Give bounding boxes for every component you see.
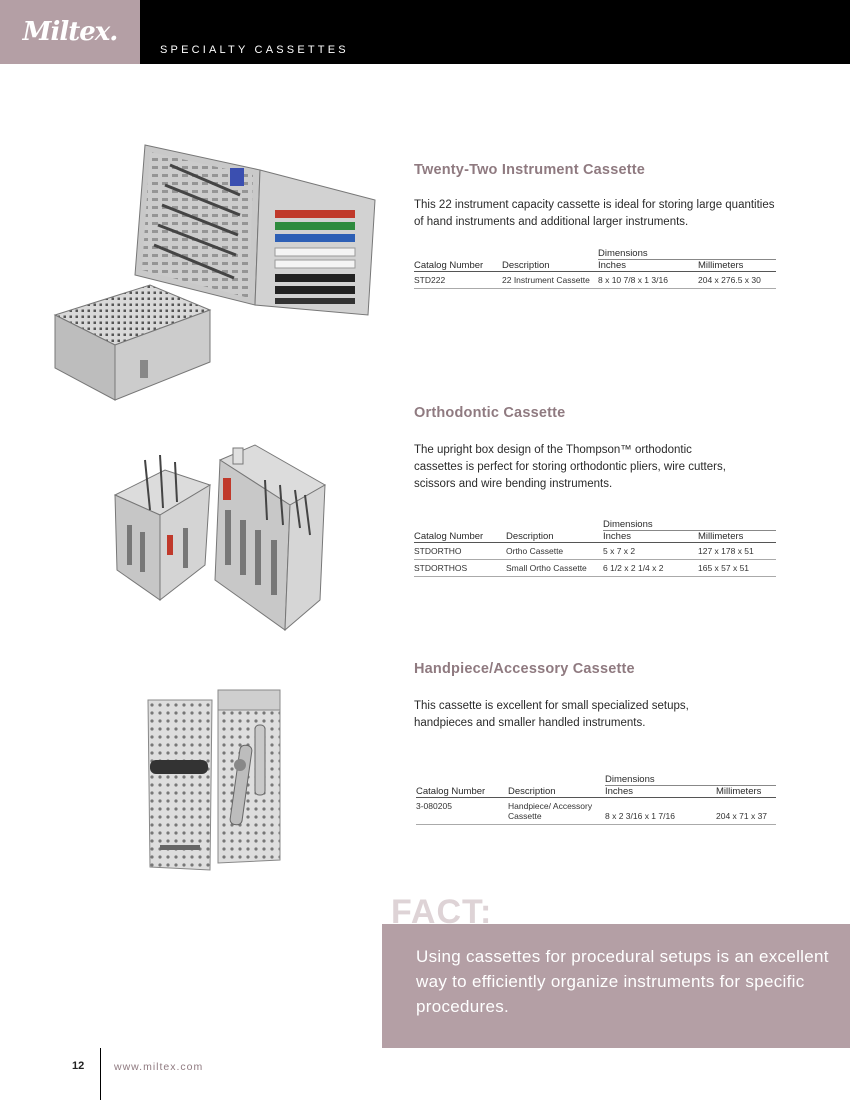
fact-heading: FACT: — [391, 893, 493, 931]
fact-text: Using cassettes for procedural setups is an excellent way to efficiently organize instruments for specific procedures. — [416, 947, 829, 1016]
col-catalog-number: Catalog Number — [416, 786, 508, 798]
dimensions-label: Dimensions — [605, 774, 776, 786]
dimensions-header-row — [414, 519, 776, 531]
table-row — [416, 798, 776, 825]
spec-table — [416, 774, 776, 825]
product-description: Ortho Cassette — [506, 543, 603, 560]
table-row — [414, 543, 776, 560]
mm-value: 204 x 276.5 x 30 — [698, 272, 776, 289]
col-description: Description — [502, 260, 598, 272]
product-description: 22 Instrument Cassette — [502, 272, 598, 289]
section-description: The upright box design of the Thompson™ orthodontic cassettes is perfect for storing orthodontic pliers, wire cutters, scissors and wire bending instruments. — [414, 444, 726, 490]
product-description: Handpiece/ Accessory Cassette — [508, 798, 605, 825]
catalog-number: STD222 — [414, 272, 502, 289]
section-description: This cassette is excellent for small specialized setups, handpieces and smaller handled instruments. — [414, 700, 689, 729]
footer-divider — [100, 1048, 101, 1100]
table-row — [414, 272, 776, 289]
orthodontic-cassette-photo — [105, 440, 335, 635]
col-millimeters: Millimeters — [698, 531, 776, 543]
col-inches: Inches — [598, 260, 698, 272]
logo-box — [0, 0, 140, 64]
handpiece-cassette-photo — [140, 685, 290, 875]
section-handpiece-cassette — [414, 661, 776, 825]
section-twenty-two-cassette — [414, 162, 776, 289]
column-header-row — [414, 531, 776, 543]
dimensions-label: Dimensions — [603, 519, 776, 531]
inches-value: 8 x 10 7/8 x 1 3/16 — [598, 272, 698, 289]
mm-value: 165 x 57 x 51 — [698, 560, 776, 577]
spec-table — [414, 248, 776, 289]
inches-value: 5 x 7 x 2 — [603, 543, 698, 560]
col-description: Description — [508, 786, 605, 798]
header-title: SPECIALTY CASSETTES — [160, 44, 349, 56]
mm-value: 204 x 71 x 37 — [716, 798, 776, 825]
column-header-row — [414, 260, 776, 272]
catalog-number: STDORTHO — [414, 543, 506, 560]
dimensions-header-row — [414, 248, 776, 260]
miltex-logo: Miltex. — [22, 17, 118, 47]
catalog-number: STDORTHOS — [414, 560, 506, 577]
col-millimeters: Millimeters — [716, 786, 776, 798]
col-inches: Inches — [605, 786, 716, 798]
inches-value: 6 1/2 x 2 1/4 x 2 — [603, 560, 698, 577]
section-orthodontic-cassette — [414, 405, 776, 577]
section-title: Orthodontic Cassette — [414, 405, 566, 421]
fact-box — [382, 924, 850, 1048]
section-description: This 22 instrument capacity cassette is ideal for storing large quantities of hand instruments and additional larger instruments. — [414, 199, 775, 228]
col-inches: Inches — [603, 531, 698, 543]
spec-table — [414, 519, 776, 577]
col-catalog-number: Catalog Number — [414, 531, 506, 543]
dimensions-header-row — [416, 774, 776, 786]
page-number: 12 — [72, 1060, 85, 1072]
product-description: Small Ortho Cassette — [506, 560, 603, 577]
twenty-two-cassette-photo — [50, 140, 380, 405]
table-row — [414, 560, 776, 577]
column-header-row — [416, 786, 776, 798]
dimensions-label: Dimensions — [598, 248, 776, 260]
col-description: Description — [506, 531, 603, 543]
section-title: Twenty-Two Instrument Cassette — [414, 162, 646, 178]
inches-value: 8 x 2 3/16 x 1 7/16 — [605, 798, 716, 825]
col-millimeters: Millimeters — [698, 260, 776, 272]
col-catalog-number: Catalog Number — [414, 260, 502, 272]
catalog-number: 3-080205 — [416, 798, 508, 825]
mm-value: 127 x 178 x 51 — [698, 543, 776, 560]
section-title: Handpiece/Accessory Cassette — [414, 661, 635, 677]
website-link[interactable]: www.miltex.com — [114, 1061, 204, 1073]
